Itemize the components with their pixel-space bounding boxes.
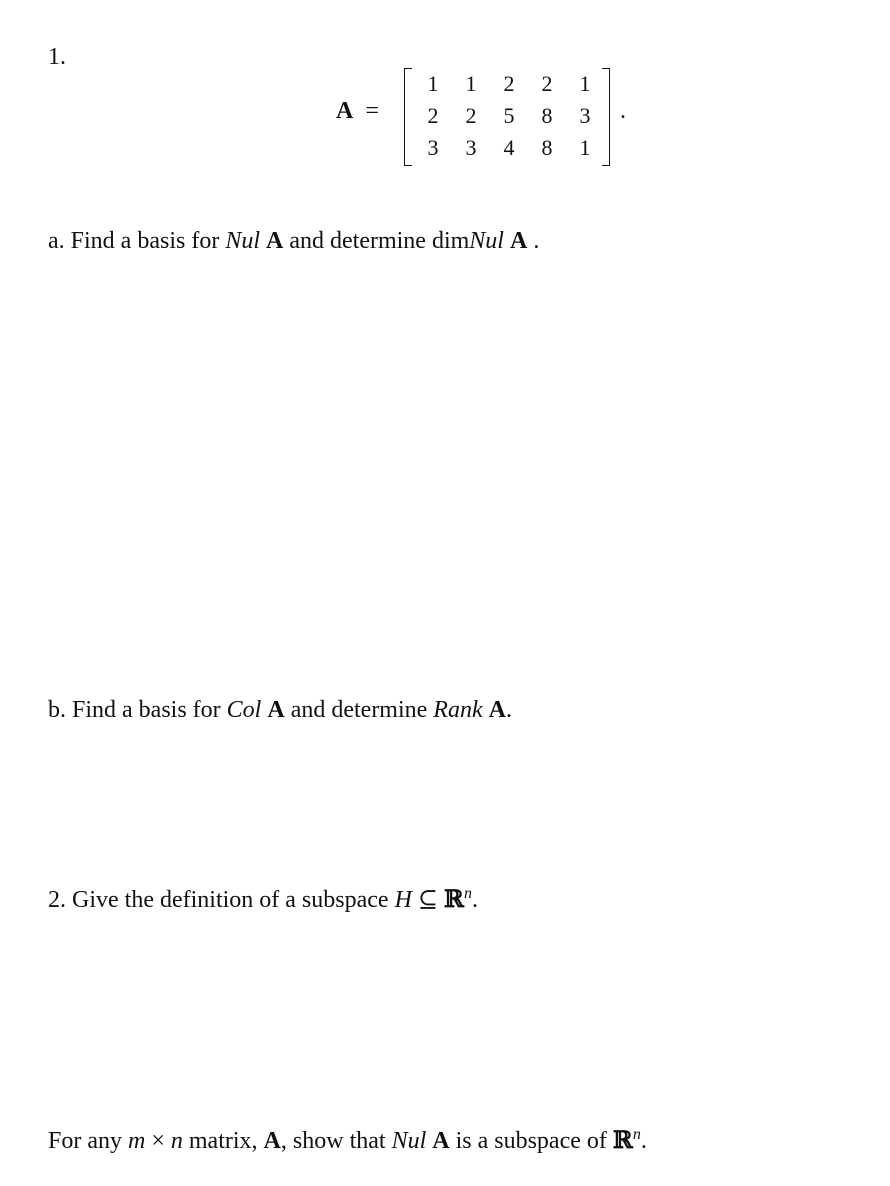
part-a-end: . [527, 228, 540, 254]
exponent-n: n [463, 885, 472, 902]
variable-n: n [170, 1128, 183, 1154]
subspace-symbol: H [394, 887, 412, 913]
q3-middle: matrix, [182, 1128, 264, 1154]
nul-text: Nul [391, 1128, 427, 1154]
matrix-cell: 8 [541, 103, 553, 128]
matrix-cell: 1 [579, 135, 591, 160]
variable-m: m [128, 1128, 146, 1154]
equals-sign: = [365, 98, 379, 124]
matrix-cell: 1 [579, 71, 591, 96]
matrix-symbol: A [432, 1128, 450, 1154]
q3-middle3: is a subspace of [449, 1128, 613, 1154]
col-text: Col [226, 697, 262, 723]
matrix-symbol: A [267, 697, 285, 723]
matrix-symbol: A [509, 228, 528, 254]
matrix-cell: 2 [427, 103, 439, 128]
q3-prefix: For any [48, 1128, 128, 1154]
part-b-end: . [505, 697, 512, 723]
question-2 [48, 884, 478, 914]
exponent-n: n [632, 1126, 641, 1143]
matrix-cell: 3 [427, 135, 439, 160]
left-bracket [404, 68, 412, 166]
question-3 [48, 1125, 647, 1155]
matrix-cell: 2 [503, 71, 515, 96]
nul-text: Nul [469, 228, 504, 254]
matrix-cell: 2 [541, 71, 553, 96]
matrix-symbol: A [263, 1128, 281, 1154]
question-part-b [48, 697, 512, 724]
q2-end: . [471, 887, 478, 913]
problem-number: 1. [48, 44, 66, 70]
rank-text: Rank [433, 697, 483, 723]
q3-end: . [640, 1128, 647, 1154]
times-symbol: × [145, 1128, 171, 1154]
matrix-cell: 1 [465, 71, 477, 96]
subset-symbol: ⊆ [411, 887, 445, 913]
matrix-cell: 8 [541, 135, 553, 160]
matrix-symbol: A [488, 697, 506, 723]
part-a-prefix: a. Find a basis for [48, 228, 226, 254]
matrix-cells [414, 68, 604, 164]
matrix-cell: 4 [503, 135, 515, 160]
part-b-middle: and determine [284, 697, 434, 723]
matrix-cell: 3 [579, 103, 591, 128]
matrix-cell: 3 [465, 135, 477, 160]
part-b-prefix: b. Find a basis for [48, 697, 227, 723]
matrix-lhs [336, 98, 379, 125]
right-bracket [602, 68, 610, 166]
matrix-period: . [620, 98, 626, 124]
reals-symbol: ℝ [612, 1125, 633, 1154]
matrix-symbol: A [336, 98, 354, 124]
matrix-cell: 2 [465, 103, 477, 128]
part-a-middle: and determine dim [283, 228, 470, 254]
q3-middle2: , show that [280, 1128, 392, 1154]
q2-prefix: 2. Give the definition of a subspace [48, 887, 395, 913]
question-part-a [48, 228, 539, 255]
matrix-symbol: A [266, 228, 284, 254]
reals-symbol: ℝ [444, 884, 464, 913]
matrix-cell: 5 [503, 103, 515, 128]
nul-text: Nul [225, 228, 260, 254]
matrix-cell: 1 [427, 71, 439, 96]
